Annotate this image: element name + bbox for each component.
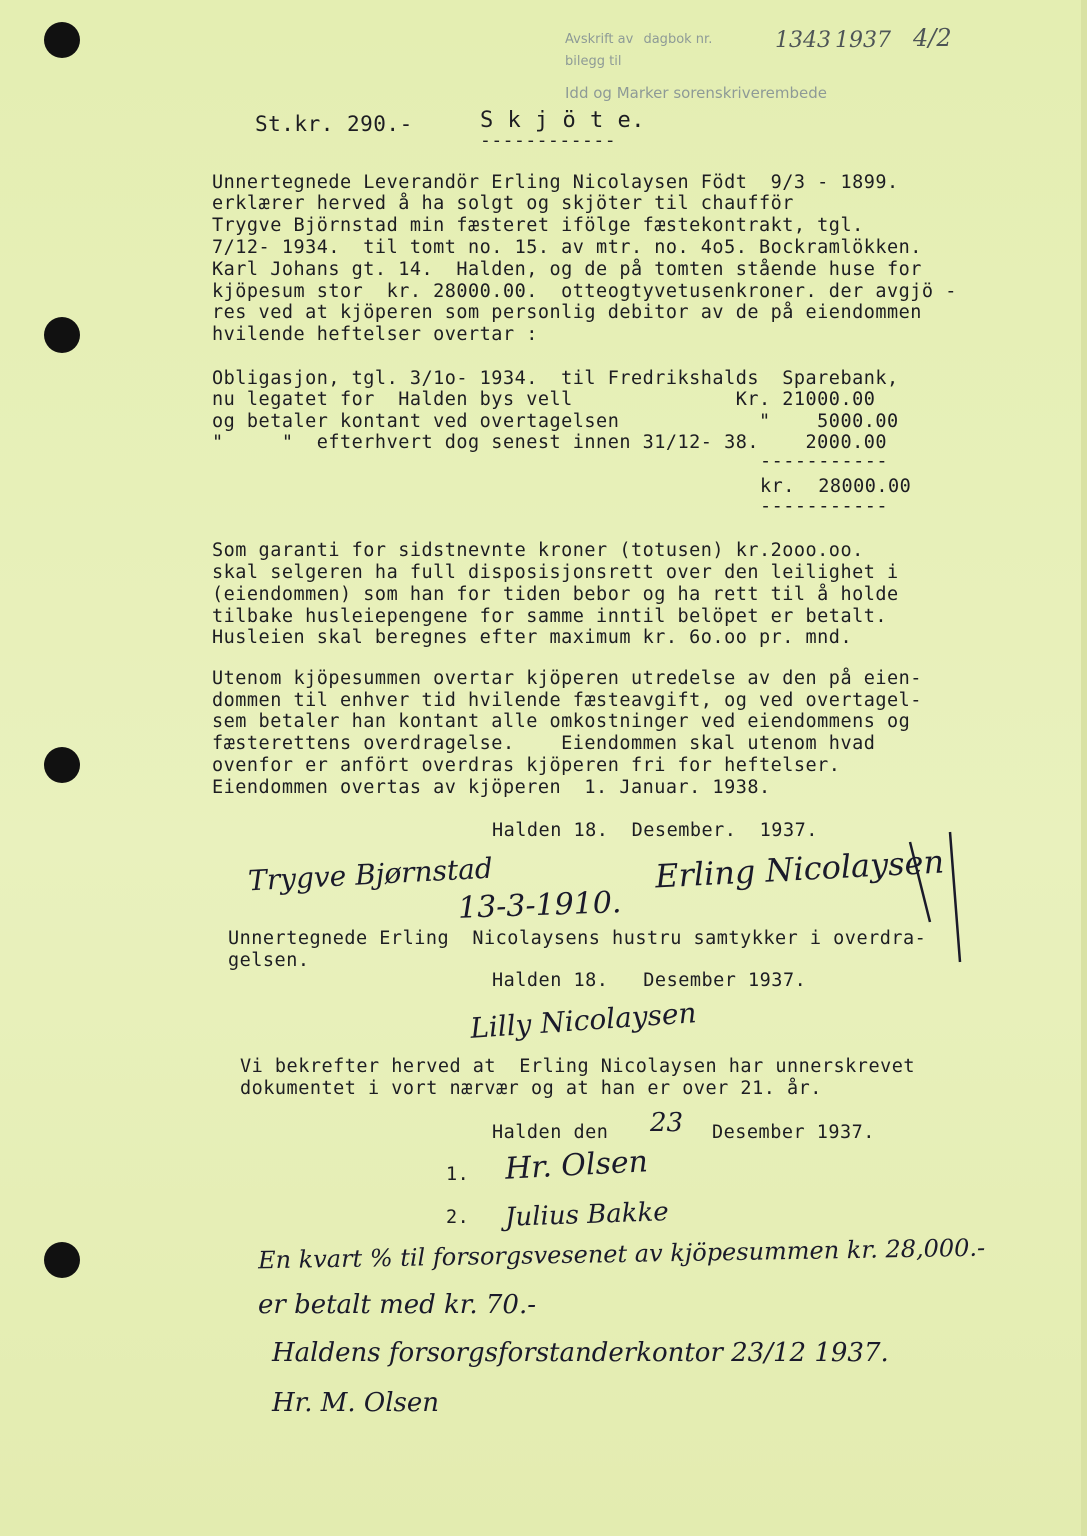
punch-hole-middle — [44, 747, 80, 783]
handwritten-note-line: Hr. M. Olsen — [272, 1388, 440, 1418]
text-line: tilbake husleiepengene for samme inntil belöpet er betalt. — [212, 606, 888, 627]
text-line: kjöpesum stor kr. 28000.00. otteogtyvetusenkroner. der avgjö - — [212, 281, 957, 302]
sum-rule: ----------- — [760, 451, 889, 472]
text-line: 7/12- 1934. til tomt no. 15. av mtr. no. 4o5. Bockramlökken. — [212, 237, 922, 258]
stamp-duty: St.kr. 290.- — [255, 112, 413, 136]
consent-line: gelsen. — [228, 950, 310, 971]
seller-signature: Erling Nicolaysen — [654, 842, 945, 896]
text-line: fæsterettens overdragelse. Eiendommen skal utenom hvad — [212, 733, 876, 754]
text-line: skal selgeren ha full disposisjonsrett over den leilighet i — [212, 562, 899, 583]
text-line: ovenfor er anfört overdras kjöperen fri for heftelser. — [212, 755, 841, 776]
text-line: Trygve Björnstad min fæsteret ifölge fæstekontrakt, tgl. — [212, 215, 864, 236]
witness2-signature: Julius Bakke — [504, 1197, 670, 1233]
text-line: erklærer herved å ha solgt og skjöter til chaufför — [212, 193, 794, 214]
stamp-line3: Idd og Marker sorenskriverembede — [565, 84, 828, 102]
signature-flourish — [890, 822, 1060, 972]
witness-number-1: 1. — [446, 1164, 470, 1185]
title-underline: ------------ — [480, 130, 617, 151]
punch-hole-lower — [44, 1242, 80, 1278]
text-line: (eiendommen) som han for tiden bebor og ha rett til å holde — [212, 584, 899, 605]
punch-hole-top — [44, 22, 80, 58]
text-line: Husleien skal beregnes efter maximum kr. 6o.oo pr. mnd. — [212, 627, 853, 648]
text-line: Karl Johans gt. 14. Halden, og de på tomten stående huse for — [212, 259, 922, 280]
text-line: Som garanti for sidstnevnte kroner (totusen) kr.2ooo.oo. — [212, 540, 864, 561]
wife-signature: Lilly Nicolaysen — [469, 996, 698, 1045]
text-line: Eiendommen overtas av kjöperen 1. Januar. 1938. — [212, 777, 771, 798]
payment-total: kr. 28000.00 — [760, 476, 912, 497]
date-line-3-suffix: Desember 1937. — [712, 1122, 875, 1143]
date-line-3-day: 23 — [650, 1108, 684, 1138]
stamp-line1-mid: dagbok nr. — [643, 32, 713, 47]
stamp-line2: bilegg til — [565, 54, 622, 69]
payment-line: " " efterhvert dog senest innen 31/12- 38. 2000.00 — [212, 432, 888, 453]
payment-line: nu legatet for Halden bys vell Kr. 21000.00 — [212, 389, 876, 410]
text-line: Unnertegnede Leverandör Erling Nicolaysen Födt 9/3 - 1899. — [212, 172, 899, 193]
stamp-year: 1937 — [835, 28, 891, 53]
payment-line: Obligasjon, tgl. 3/1o- 1934. til Fredrikshalds Sparebank, — [212, 368, 899, 389]
date-line-1: Halden 18. Desember. 1937. — [492, 820, 818, 841]
witness-line: Vi bekrefter herved at Erling Nicolaysen har unnerskrevet — [240, 1056, 916, 1077]
punch-hole-upper — [44, 317, 80, 353]
total-rule: ----------- — [760, 496, 889, 517]
witness-line: dokumentet i vort nærvær og at han er over 21. år. — [240, 1078, 822, 1099]
stamp-line1-prefix: Avskrift av — [565, 32, 634, 47]
page-edge — [1081, 0, 1087, 1536]
consent-line: Unnertegnede Erling Nicolaysens hustru samtykker i overdra- — [228, 928, 927, 949]
text-line: res ved at kjöperen som personlig debitor av de på eiendommen — [212, 302, 922, 323]
witness-number-2: 2. — [446, 1207, 470, 1228]
text-line: dommen til enhver tid hvilende fæsteavgift, og ved overtagel- — [212, 690, 922, 711]
date-line-2: Halden 18. Desember 1937. — [492, 970, 807, 991]
buyer-signature: Trygve Bjørnstad — [247, 851, 494, 898]
text-line: hvilende heftelser overtar : — [212, 324, 538, 345]
date-line-3-prefix: Halden den — [492, 1122, 609, 1143]
document-title: S k j ö t e. — [480, 108, 645, 133]
text-line: sem betaler han kontant alle omkostninger ved eiendommens og — [212, 711, 911, 732]
stamp-number: 1343 — [775, 28, 831, 53]
stamp-note: 4/2 — [913, 24, 952, 52]
handwritten-note-line: En kvart % til forsorgsvesenet av kjöpesummen kr. 28,000.- — [257, 1233, 986, 1275]
handwritten-note-line: Haldens forsorgsforstanderkontor 23/12 1937. — [272, 1338, 889, 1368]
payment-line: og betaler kontant ved overtagelsen " 5000.00 — [212, 411, 899, 432]
witness1-signature: Hr. Olsen — [504, 1144, 649, 1187]
buyer-birthdate: 13-3-1910. — [457, 885, 622, 926]
text-line: Utenom kjöpesummen overtar kjöperen utredelse av den på eien- — [212, 668, 922, 689]
registration-stamp — [505, 24, 952, 108]
handwritten-note-line: er betalt med kr. 70.- — [258, 1290, 537, 1320]
